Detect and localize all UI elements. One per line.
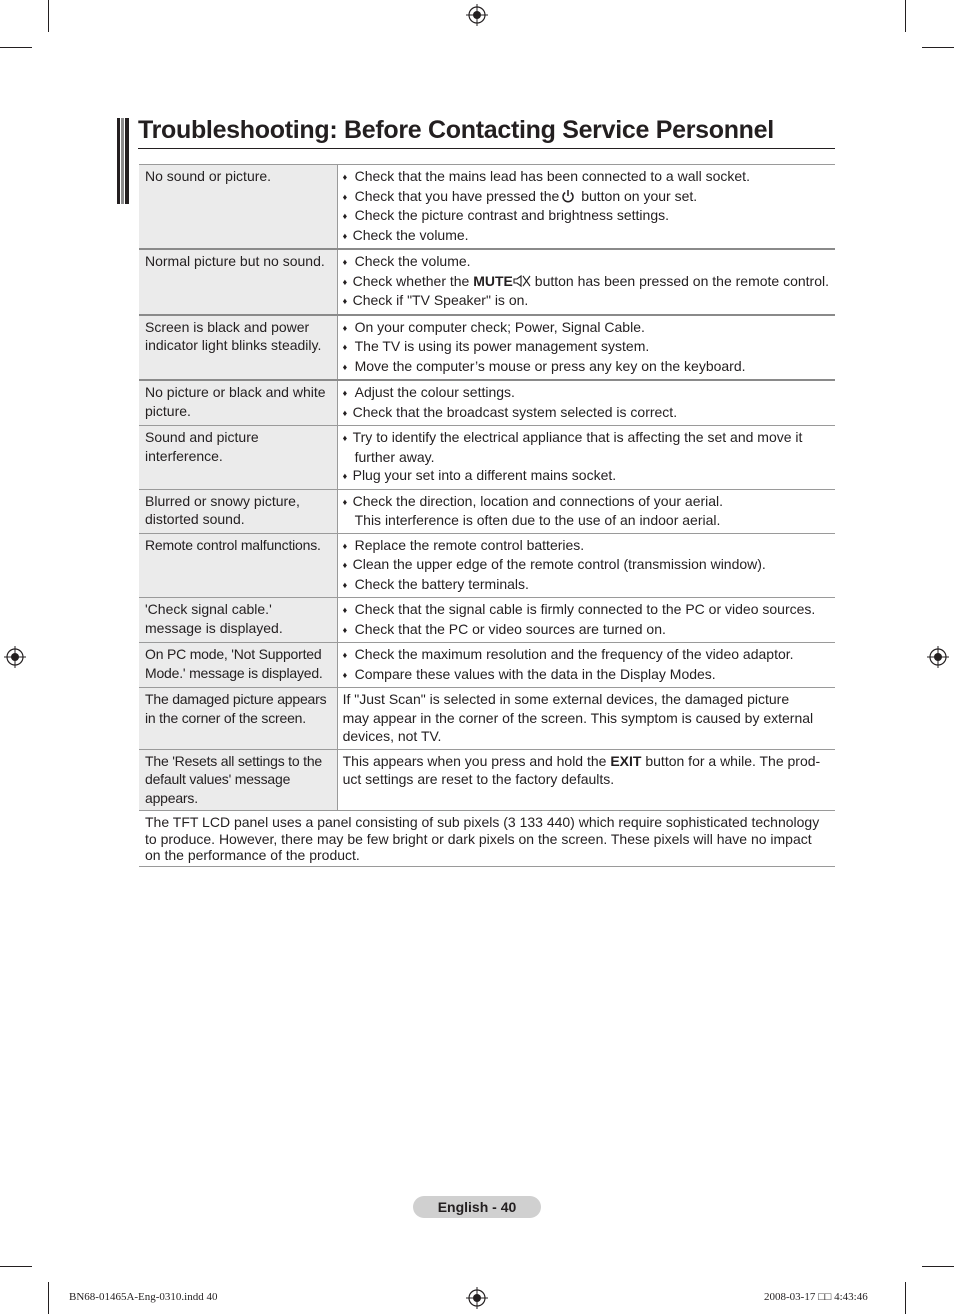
solution-cell — [337, 380, 835, 426]
print-slug-datetime: 2008-03-17 □□ 4:43:46 — [764, 1291, 868, 1303]
registration-mark-icon — [466, 4, 488, 26]
note-row — [139, 811, 835, 867]
solution-cell — [337, 643, 835, 688]
crop-mark — [48, 0, 49, 32]
problem-cell: No picture or black and white picture. — [139, 380, 337, 426]
title-underline — [138, 148, 835, 149]
solution-text: uct settings are reset to the factory defaults. — [342, 771, 615, 787]
power-icon — [561, 189, 575, 203]
crop-mark — [0, 1266, 32, 1267]
problem-cell: On PC mode, 'Not Supported Mode.' message is displayed. — [139, 643, 337, 688]
solution-line — [343, 555, 829, 575]
page-title: Troubleshooting: Before Contacting Service Personnel — [138, 116, 774, 144]
troubleshooting-table — [139, 164, 835, 867]
solution-line — [343, 291, 829, 311]
solution-text: Check if "TV Speaker" is on. — [352, 292, 529, 308]
problem-cell: No sound or picture. — [139, 165, 337, 250]
table-row — [139, 380, 835, 426]
problem-cell: Remote control malfunctions. — [139, 533, 337, 598]
solution-line — [343, 272, 829, 292]
solution-text: Check that the mains lead has been connected to a wall socket. — [354, 168, 750, 184]
solution-text: Check whether the — [352, 272, 470, 289]
problem-cell: Screen is black and power indicator light blinks steadily. — [139, 315, 337, 381]
solution-text: Check the picture contrast and brightness settings. — [354, 207, 670, 223]
table-row — [139, 426, 835, 490]
solution-line — [343, 167, 829, 187]
solution-text: button for a while. The prod- — [645, 752, 821, 769]
solution-line — [343, 403, 829, 423]
solution-text: devices, not TV. — [342, 728, 442, 744]
solution-line — [343, 252, 829, 272]
solution-text: further away. — [354, 448, 435, 465]
problem-cell: Normal picture but no sound. — [139, 249, 337, 315]
table-row — [139, 533, 835, 598]
solution-line — [343, 357, 829, 377]
solution-text: This appears when you press and hold the — [342, 752, 607, 769]
solution-text: Check the volume. — [354, 253, 471, 269]
solution-text: Check that the signal cable is firmly connected to the PC or video sources. — [354, 601, 816, 617]
crop-mark — [48, 1282, 49, 1314]
solution-text: Check the volume. — [352, 226, 469, 243]
solution-cell — [337, 426, 835, 490]
bullet-icon: ♦ — [342, 361, 348, 372]
bullet-icon: ♦ — [342, 624, 348, 635]
solution-text: Clean the upper edge of the remote control (transmission window). — [352, 556, 766, 572]
bullet-icon: ♦ — [342, 230, 348, 241]
solution-text: Check that the PC or video sources are turned on. — [354, 620, 666, 637]
exit-label: EXIT — [610, 752, 642, 769]
solution-text: Move the computer’s mouse or press any key on the keyboard. — [354, 357, 746, 374]
solution-text: This interference is often due to the use of an indoor aerial. — [354, 512, 721, 528]
bullet-icon: ♦ — [342, 388, 348, 398]
solution-cell — [337, 688, 835, 750]
solution-line — [343, 600, 829, 620]
crop-mark — [0, 47, 32, 48]
solution-text: If "Just Scan" is selected in some external devices, the damaged picture — [342, 691, 790, 707]
table-row — [139, 688, 835, 750]
solution-line — [343, 448, 829, 467]
crop-mark — [905, 1282, 906, 1314]
mute-label: MUTE — [473, 272, 513, 289]
solution-text: Check the battery terminals. — [354, 575, 529, 592]
table-row — [139, 165, 835, 250]
solution-cell — [337, 249, 835, 315]
solution-cell — [337, 533, 835, 598]
solution-line — [343, 536, 829, 556]
problem-cell: 'Check signal cable.' message is displayed. — [139, 598, 337, 643]
solution-text: Try to identify the electrical appliance that is affecting the set and move it — [352, 429, 803, 445]
registration-mark-icon — [4, 646, 26, 668]
bullet-icon: ♦ — [342, 433, 348, 443]
bullet-icon: ♦ — [342, 211, 348, 221]
bullet-icon: ♦ — [342, 276, 348, 287]
solution-cell — [337, 598, 835, 643]
solution-cell — [337, 749, 835, 811]
bullet-icon: ♦ — [342, 322, 348, 333]
solution-line — [343, 575, 829, 595]
bullet-icon: ♦ — [342, 650, 348, 660]
page-number-badge: English - 40 — [413, 1196, 541, 1218]
table-row — [139, 489, 835, 533]
solution-text: Plug your set into a different mains socket. — [352, 467, 617, 483]
solution-text: Adjust the colour settings. — [354, 384, 515, 400]
solution-line — [343, 466, 829, 486]
bullet-icon: ♦ — [342, 496, 348, 507]
solution-line — [343, 752, 829, 771]
solution-line — [343, 511, 829, 530]
bullet-icon: ♦ — [342, 471, 348, 481]
bullet-icon: ♦ — [342, 191, 348, 202]
solution-line — [343, 492, 829, 512]
solution-line — [343, 665, 829, 685]
table-row — [139, 249, 835, 315]
solution-text: button has been pressed on the remote control. — [534, 272, 829, 289]
solution-line — [343, 206, 829, 226]
note-text: The TFT LCD panel uses a panel consisting of sub pixels (3 133 440) which require sophisticated technology to produce. However, there may be few bright or dark pixels on the screen. These pixels will have no impact on the performance of the product. — [139, 811, 835, 867]
solution-text: Check that you have pressed the — [354, 187, 560, 204]
table-row — [139, 643, 835, 688]
problem-cell: Blurred or snowy picture, distorted sound. — [139, 489, 337, 533]
bullet-icon: ♦ — [342, 257, 348, 267]
solution-text: Replace the remote control batteries. — [354, 536, 585, 553]
solution-text: The TV is using its power management system. — [354, 338, 650, 354]
bullet-icon: ♦ — [342, 560, 348, 570]
bullet-icon: ♦ — [342, 342, 348, 352]
solution-text: Check the direction, location and connections of your aerial. — [352, 492, 724, 509]
crop-mark — [922, 47, 954, 48]
solution-text: Check that the broadcast system selected is correct. — [352, 403, 678, 420]
solution-line — [343, 187, 829, 207]
crop-mark — [905, 0, 906, 32]
solution-line — [343, 383, 829, 403]
bullet-icon: ♦ — [342, 296, 348, 306]
solution-line — [343, 226, 829, 246]
solution-line — [343, 318, 829, 338]
bullet-icon: ♦ — [342, 669, 348, 680]
table-row — [139, 749, 835, 811]
solution-line — [343, 645, 829, 665]
bullet-icon: ♦ — [342, 172, 348, 182]
bullet-icon: ♦ — [342, 540, 348, 551]
solution-cell — [337, 315, 835, 381]
solution-text: Compare these values with the data in the Display Modes. — [354, 665, 716, 682]
solution-line — [343, 337, 829, 357]
table-row — [139, 598, 835, 643]
bullet-icon: ♦ — [342, 579, 348, 590]
bullet-icon: ♦ — [342, 407, 348, 418]
solution-cell — [337, 489, 835, 533]
problem-cell: The 'Resets all settings to the default values' message appears. — [139, 749, 337, 811]
table-row — [139, 315, 835, 381]
solution-text: Check the maximum resolution and the frequency of the video adaptor. — [354, 646, 794, 662]
solution-line — [343, 428, 829, 448]
solution-text: may appear in the corner of the screen. This symptom is caused by external — [342, 709, 814, 726]
print-slug-file: BN68-01465A-Eng-0310.indd 40 — [69, 1291, 218, 1303]
bullet-icon: ♦ — [342, 605, 348, 615]
title-accent-bars — [117, 118, 132, 204]
mute-icon — [513, 274, 531, 288]
solution-cell — [337, 165, 835, 250]
problem-cell: Sound and picture interference. — [139, 426, 337, 490]
solution-line — [343, 620, 829, 640]
solution-text: On your computer check; Power, Signal Cable. — [354, 318, 645, 335]
crop-mark — [922, 1266, 954, 1267]
solution-text: button on your set. — [581, 187, 698, 204]
problem-cell: The damaged picture appears in the corner of the screen. — [139, 688, 337, 750]
registration-mark-icon — [927, 646, 949, 668]
registration-mark-icon — [466, 1287, 488, 1309]
